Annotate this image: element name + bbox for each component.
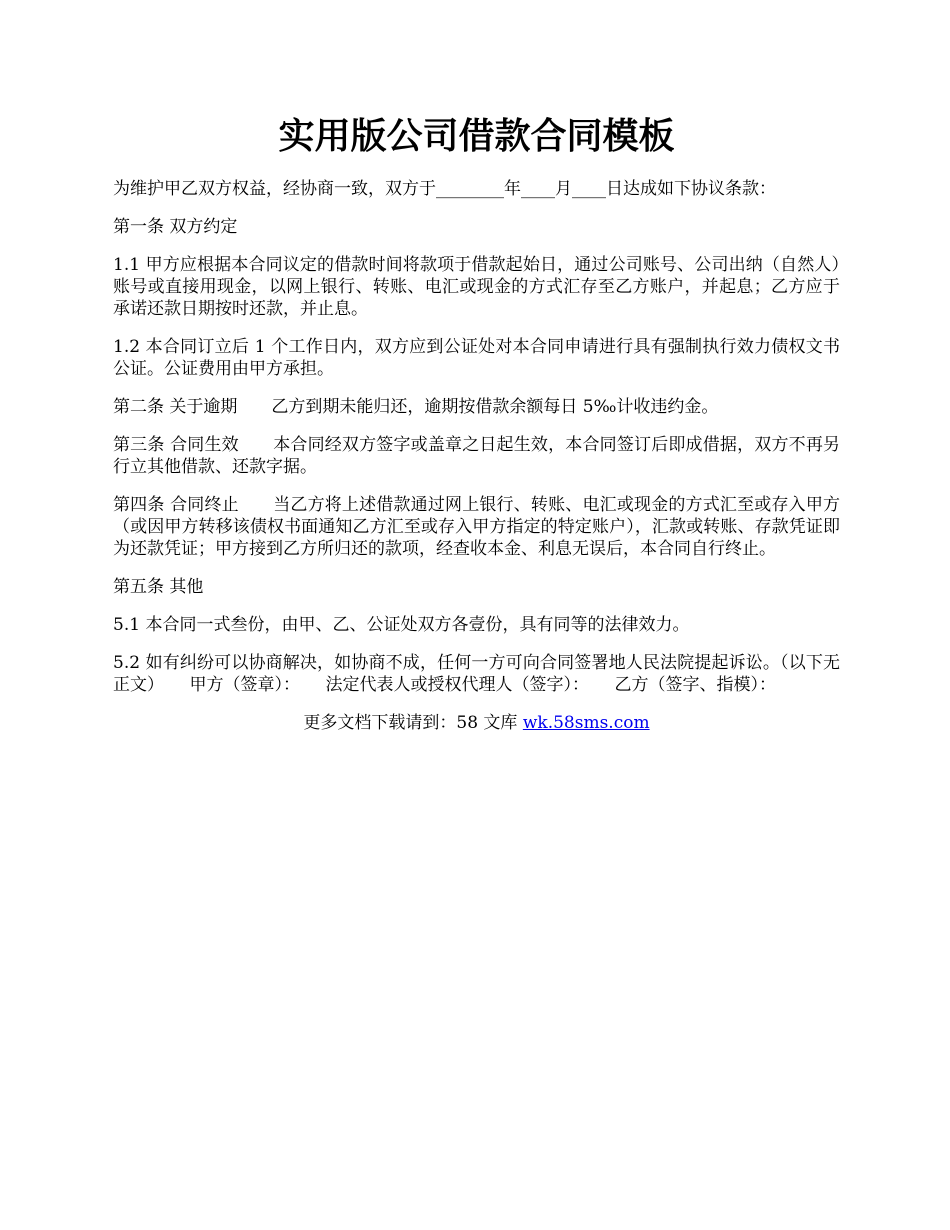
footer-text: 更多文档下载请到：58 文库 — [303, 713, 523, 733]
footer-link[interactable]: wk.58sms.com — [522, 713, 650, 733]
clause-5-2-and-signatures: 5.2 如有纠纷可以协商解决，如协商不成，任何一方可向合同签署地人民法院提起诉讼。（以下无正文） 甲方（签章）： 法定代表人或授权代理人（签字）： 乙方（签字、指模）： — [113, 653, 840, 695]
clause-5-1: 5.1 本合同一式叁份，由甲、乙、公证处双方各壹份，具有同等的法律效力。 — [113, 615, 690, 635]
article-2: 第二条 关于逾期 乙方到期未能归还，逾期按借款余额每日 5‰计收违约金。 — [113, 397, 719, 417]
document-title: 实用版公司借款合同模板 — [278, 115, 675, 157]
clause-1-2: 1.2 本合同订立后 1 个工作日内，双方应到公证处对本合同申请进行具有强制执行效力债权文书公证。公证费用由甲方承担。 — [113, 337, 840, 379]
article-3: 第三条 合同生效 本合同经双方签字或盖章之日起生效，本合同签订后即成借据，双方不再另行立其他借款、还款字据。 — [113, 435, 840, 477]
article-4: 第四条 合同终止 当乙方将上述借款通过网上银行、转账、电汇或现金的方式汇至或存入甲方（或因甲方转移该债权书面通知乙方汇至或存入甲方指定的特定账户），汇款或转账、存款凭证即为还款凭证；甲方接到乙方所归还的款项，经查收本金、利息无误后，本合同自行终止。 — [113, 495, 840, 559]
clause-1-1: 1.1 甲方应根据本合同议定的借款时间将款项于借款起始日，通过公司账号、公司出纳（自然人）账号或直接用现金，以网上银行、转账、电汇或现金的方式汇存至乙方账户，并起息；乙方应于承诺还款日期按时还款，并止息。 — [113, 255, 840, 319]
article-1-heading: 第一条 双方约定 — [113, 217, 238, 237]
intro-paragraph: 为维护甲乙双方权益，经协商一致，双方于________年____月____日达成如下协议条款： — [113, 179, 776, 199]
document-page — [113, 112, 840, 734]
download-footer — [113, 712, 840, 734]
article-5-heading: 第五条 其他 — [113, 577, 204, 597]
